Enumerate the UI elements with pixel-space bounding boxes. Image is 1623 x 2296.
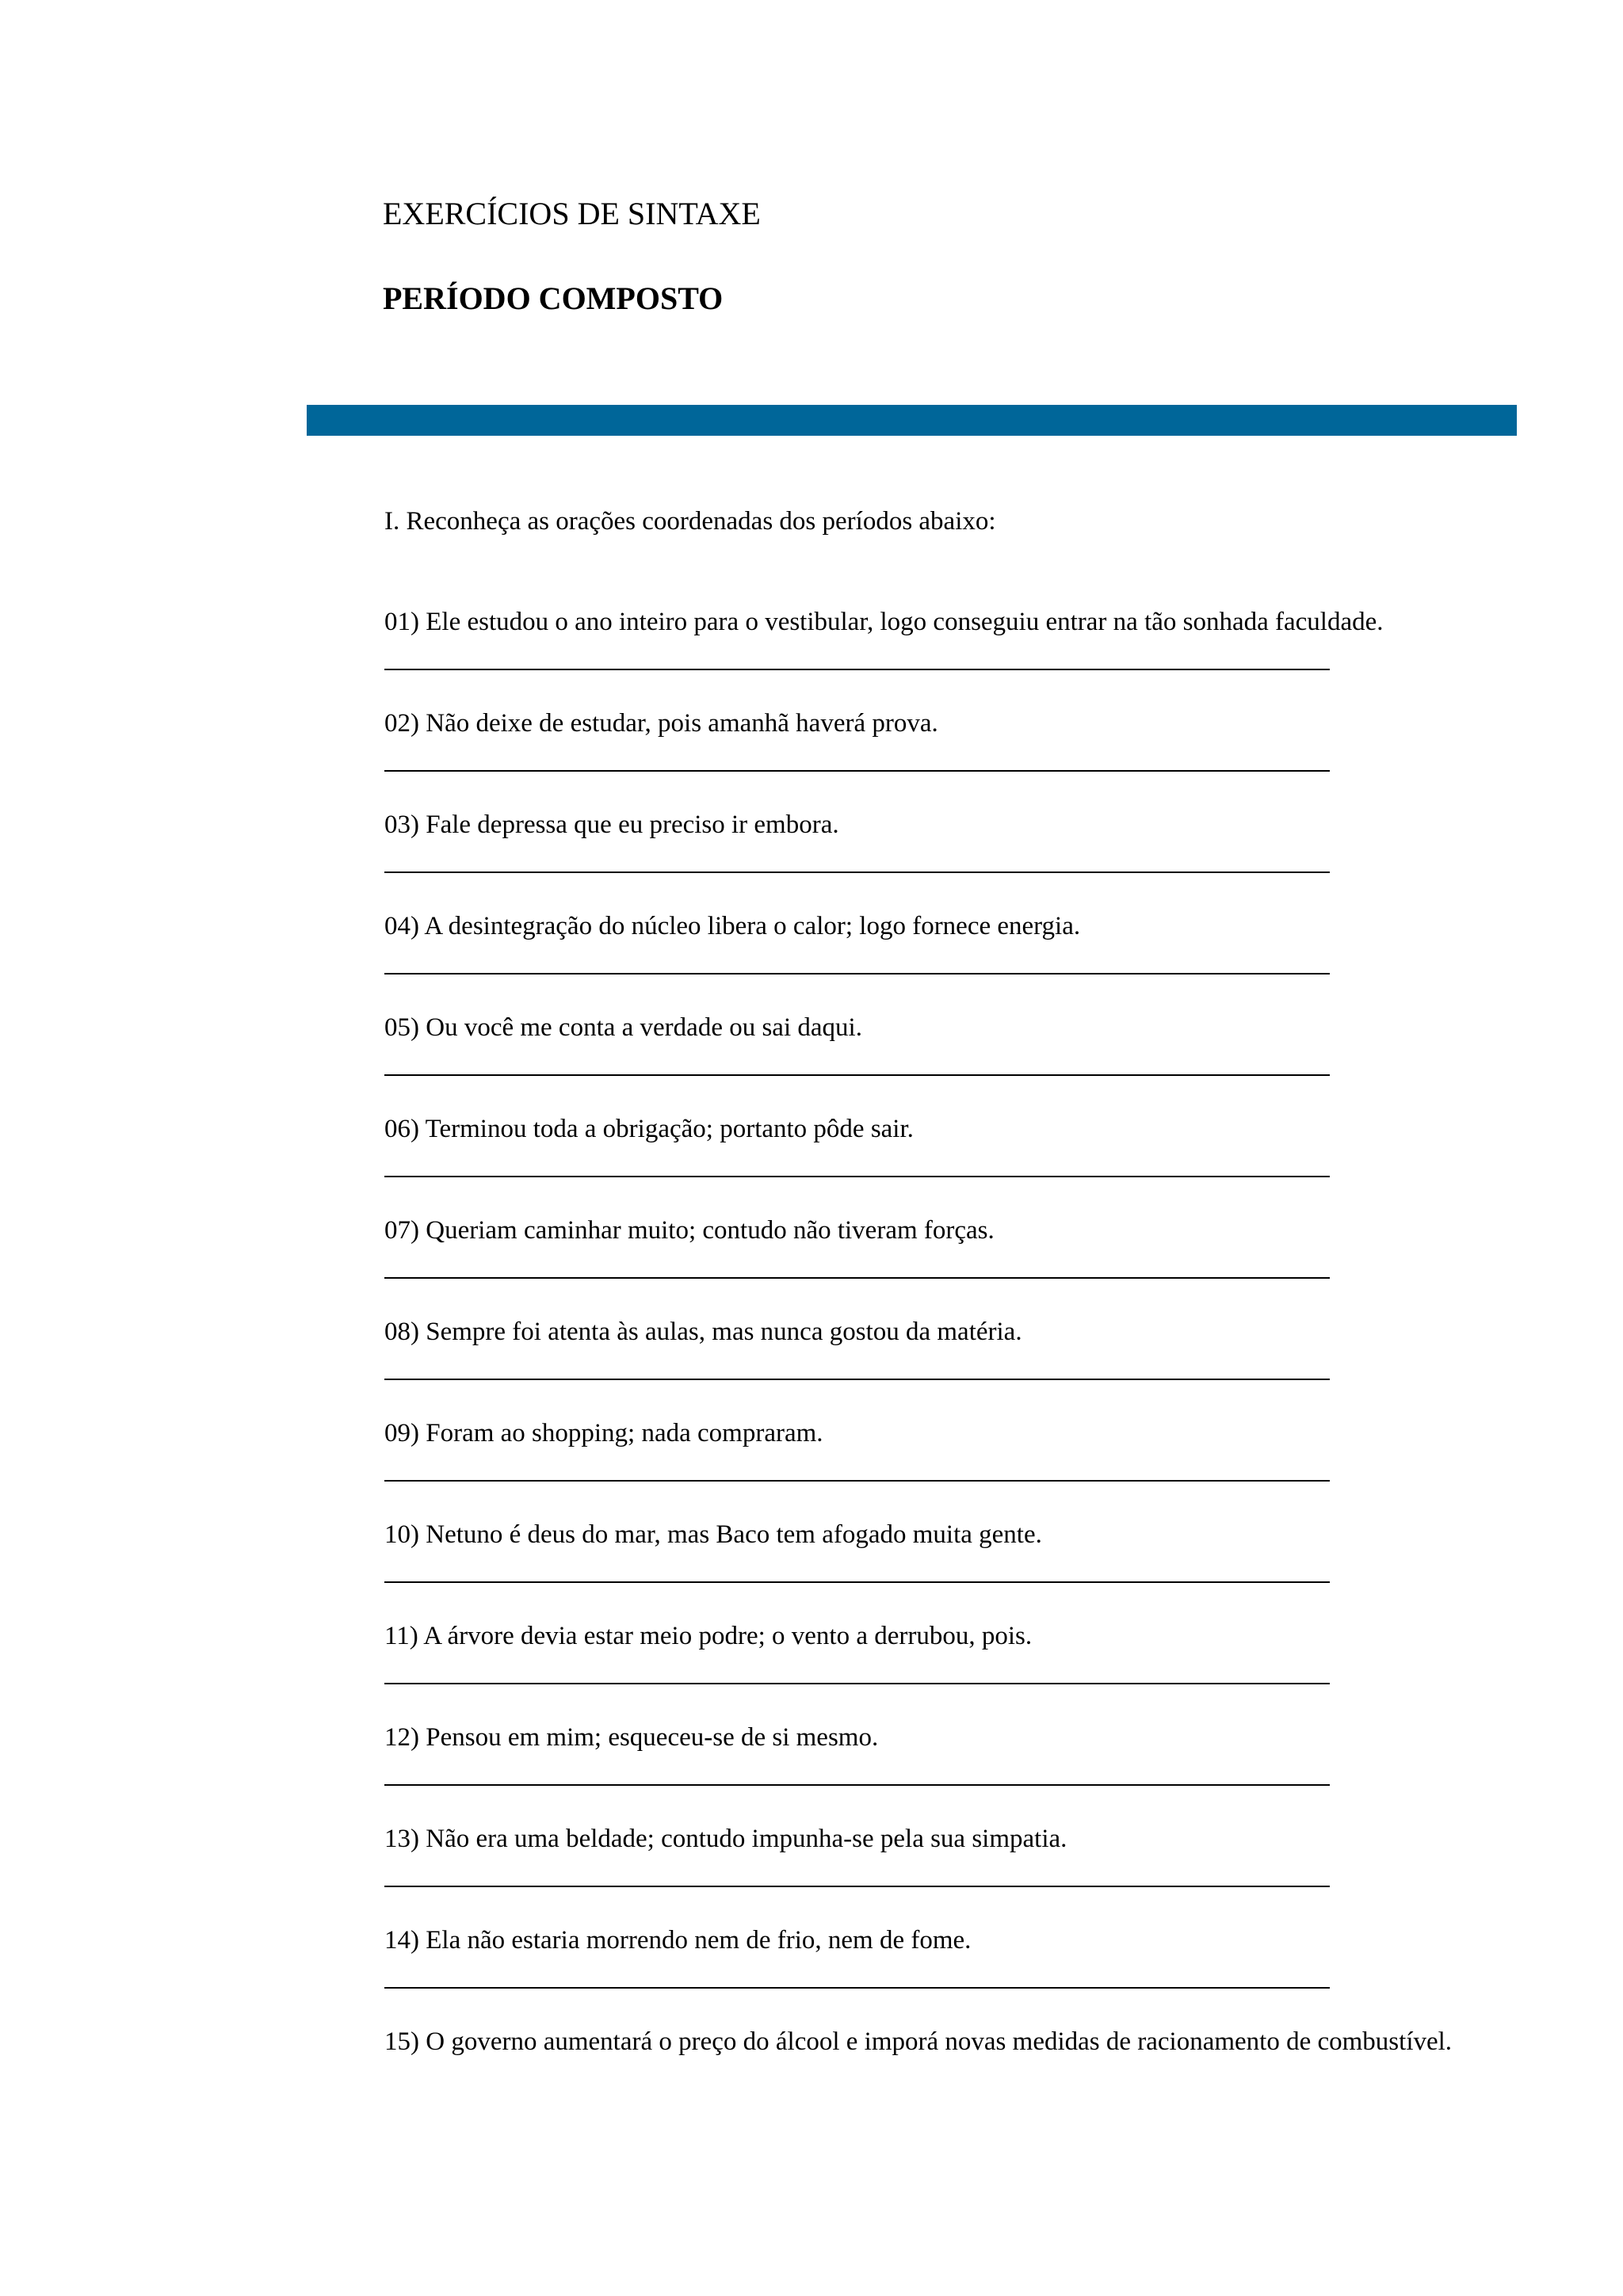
exercise-text: 12) Pensou em mim; esqueceu-se de si mesmo. (384, 1723, 879, 1752)
exercise-text: 03) Fale depressa que eu preciso ir embora. (384, 810, 839, 839)
accent-bar (307, 405, 1517, 436)
exercise-text: 07) Queriam caminhar muito; contudo não tiveram forças. (384, 1216, 995, 1245)
answer-line[interactable] (384, 1074, 1330, 1076)
exercise-item (384, 1215, 1541, 1316)
exercise-text: 01) Ele estudou o ano inteiro para o vestibular, logo conseguiu entrar na tão sonhada faculdade. (384, 608, 1384, 636)
exercise-item (384, 1519, 1541, 1620)
exercise-text: 15) O governo aumentará o preço do álcool e imporá novas medidas de racionamento de combustível. (384, 2027, 1453, 2056)
exercise-item (384, 707, 1541, 809)
answer-line[interactable] (384, 1480, 1330, 1482)
exercise-item (384, 2026, 1541, 2127)
answer-line[interactable] (384, 1277, 1330, 1279)
answer-line[interactable] (384, 1784, 1330, 1786)
exercise-item (384, 1924, 1541, 2026)
answer-line[interactable] (384, 1379, 1330, 1380)
exercise-list (384, 606, 1541, 2127)
answer-line[interactable] (384, 871, 1330, 873)
exercise-item (384, 1316, 1541, 1417)
document-title: EXERCÍCIOS DE SINTAXE (383, 196, 761, 231)
answer-line[interactable] (384, 1683, 1330, 1684)
exercise-text: 13) Não era uma beldade; contudo impunha-se pela sua simpatia. (384, 1825, 1067, 1853)
exercise-item (384, 1620, 1541, 1722)
answer-line[interactable] (384, 1886, 1330, 1887)
answer-line[interactable] (384, 1987, 1330, 1989)
exercise-item (384, 1823, 1541, 1924)
answer-line[interactable] (384, 669, 1330, 670)
exercise-text: 02) Não deixe de estudar, pois amanhã haverá prova. (384, 709, 938, 738)
instruction-text: I. Reconheça as orações coordenadas dos períodos abaixo: (384, 507, 996, 536)
exercise-item (384, 910, 1541, 1012)
exercise-text: 05) Ou você me conta a verdade ou sai daqui. (384, 1013, 862, 1042)
exercise-text: 11) A árvore devia estar meio podre; o vento a derrubou, pois. (384, 1622, 1033, 1650)
exercise-item (384, 606, 1541, 707)
exercise-text: 14) Ela não estaria morrendo nem de frio, nem de fome. (384, 1926, 972, 1955)
answer-line[interactable] (384, 1176, 1330, 1177)
answer-line[interactable] (384, 973, 1330, 974)
exercise-text: 04) A desintegração do núcleo libera o calor; logo fornece energia. (384, 912, 1081, 940)
exercise-item (384, 1417, 1541, 1519)
exercise-item (384, 1012, 1541, 1113)
answer-line[interactable] (384, 1581, 1330, 1583)
exercise-item (384, 1722, 1541, 1823)
exercise-text: 06) Terminou toda a obrigação; portanto pôde sair. (384, 1115, 914, 1143)
exercise-text: 08) Sempre foi atenta às aulas, mas nunca gostou da matéria. (384, 1318, 1022, 1346)
exercise-item (384, 1113, 1541, 1215)
exercise-text: 09) Foram ao shopping; nada compraram. (384, 1419, 823, 1447)
document-subtitle: PERÍODO COMPOSTO (383, 280, 724, 316)
exercise-item (384, 809, 1541, 910)
exercise-text: 10) Netuno é deus do mar, mas Baco tem afogado muita gente. (384, 1520, 1042, 1549)
answer-line[interactable] (384, 770, 1330, 772)
